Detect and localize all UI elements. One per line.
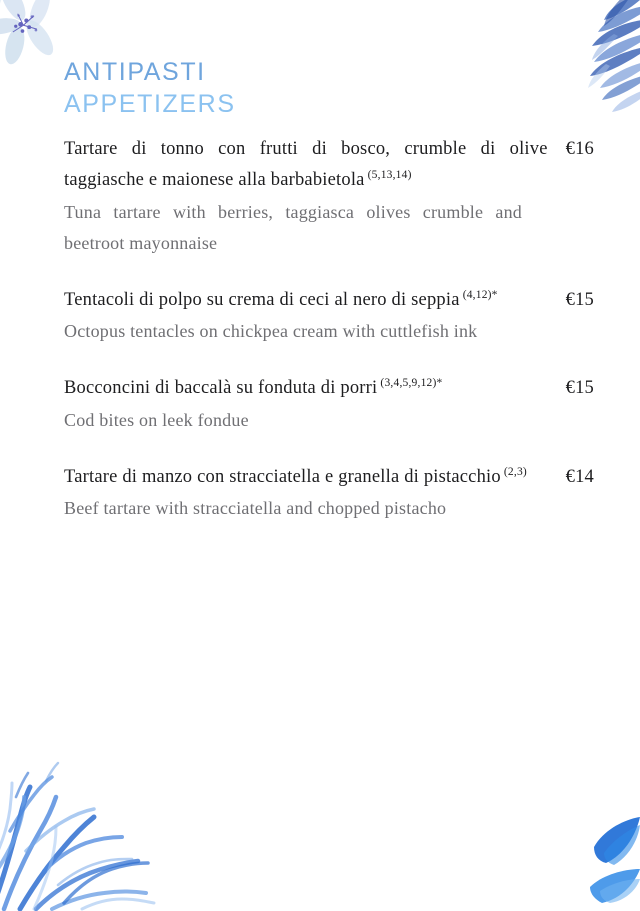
dish-name-italian: Tartare di manzo con stracciatella e granella di pistacchio $^{(2,3)}$ — [64, 465, 527, 487]
dish-price: €14 — [565, 466, 594, 487]
dish-price: €15 — [565, 378, 594, 399]
menu-item — [64, 134, 594, 259]
dish-name-italian: Bocconcini di baccalà su fonduta di porri $^{(3,4,5,9,12)*}$ — [64, 377, 443, 399]
allergen-codes: (5,13,14) — [364, 169, 412, 182]
menu-item-header — [64, 134, 594, 197]
menu-item-header — [64, 462, 594, 493]
dish-name-italian: Tartare di tonno con frutti di bosco, crumble di olive taggiasche e maionese alla barbabietola $^{(5,13,14)}$ — [64, 139, 548, 191]
menu-item — [64, 373, 594, 435]
section-title-english: APPETIZERS — [64, 90, 236, 118]
dish-name-english: Octopus tentacles on chickpea cream with cuttlefish ink — [64, 321, 478, 342]
menu-item — [64, 285, 594, 347]
menu-item — [64, 462, 594, 524]
menu-item-header — [64, 373, 594, 404]
dish-name-english: Tuna tartare with berries, taggiasca olives crumble and beetroot mayonnaise — [64, 201, 522, 253]
menu-item-list — [64, 134, 594, 524]
allergen-codes: (2,3) — [500, 465, 527, 478]
dish-name-italian: Tentacoli di polpo su crema di ceci al nero di seppia $^{(4,12)*}$ — [64, 288, 498, 310]
section-title-italian: ANTIPASTI — [64, 58, 206, 86]
dish-name-english: Beef tartare with stracciatella and chopped pistacho — [64, 498, 447, 518]
menu-item-header — [64, 285, 594, 316]
dish-name-english: Cod bites on leek fondue — [64, 409, 249, 430]
allergen-codes: (3,4,5,9,12)* — [377, 377, 443, 390]
dish-price: €16 — [565, 139, 594, 159]
allergen-codes: (4,12)* — [459, 288, 498, 301]
dish-price: €15 — [565, 289, 594, 310]
